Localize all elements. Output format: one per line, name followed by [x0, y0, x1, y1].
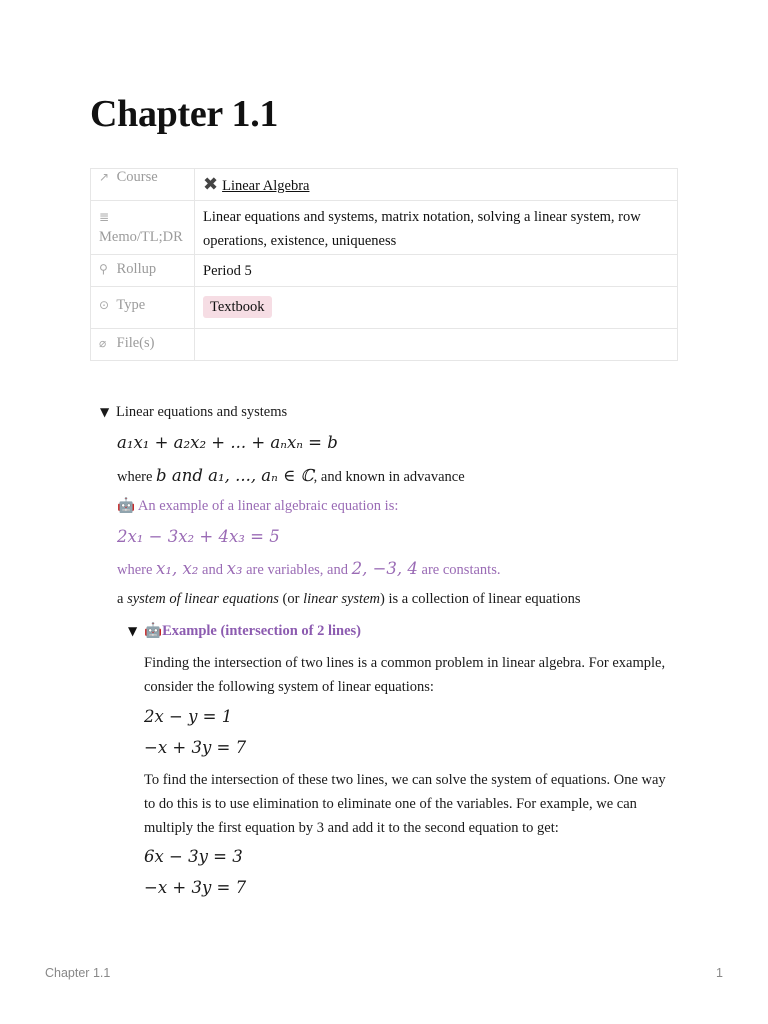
paperclip-icon: ⌀ [99, 336, 107, 350]
robot-icon: 🤖 [117, 498, 136, 514]
ai-example-intro: 🤖 An example of a linear algebraic equation is: [117, 498, 399, 514]
where-line: where b and a₁, ..., aₙ ∈ ℂ, and known in advavance [117, 466, 465, 485]
property-value [195, 169, 678, 201]
paragraph-elimination: To find the intersection of these two lines, we can solve the system of equations. One way to do this is to use elimination to eliminate one of the variables. For example, we can multiply the first equation by 3 and add it to the second equation to get: [144, 772, 666, 836]
properties-table [90, 168, 678, 361]
toggle-triangle-icon[interactable]: ▼ [128, 624, 138, 638]
equation-example: 2x₁ − 3x₂ + 4x₃ = 5 [117, 527, 280, 546]
variables-line: where x₁, x₂ and x₃ are variables, and 2, −3, 4 are constants. [117, 559, 501, 578]
toggle-example-intersection[interactable]: ▼ 🤖Example (intersection of 2 lines) [128, 623, 362, 639]
cross-icon: ✖ [203, 174, 219, 195]
robot-icon: 🤖 [144, 623, 163, 639]
search-icon: ⚲ [99, 262, 108, 276]
select-circle-icon: ⊙ [99, 298, 110, 312]
property-value[interactable]: Linear equations and systems, matrix notation, solving a linear system, row operations, existence, uniqueness [195, 201, 678, 255]
text-lines-icon: ≣ [99, 210, 110, 224]
property-key: ↗ Course [91, 169, 195, 201]
toggle-linear-equations[interactable]: ▼ Linear equations and systems [100, 404, 288, 420]
property-row-memo [91, 201, 678, 255]
property-row-course [91, 169, 678, 201]
toggle-triangle-icon[interactable]: ▼ [100, 405, 110, 419]
relation-arrow-icon: ↗ [99, 170, 110, 184]
equation-system-1: 2x − y = 1 [144, 707, 233, 726]
property-value[interactable] [195, 287, 678, 329]
property-value: Period 5 [195, 255, 678, 287]
footer-page-number: 1 [716, 966, 723, 980]
property-row-files [91, 329, 678, 361]
property-key: ≣ Memo/TL;DR [91, 201, 195, 255]
property-key: ⊙ Type [91, 287, 195, 329]
property-key: ⚲ Rollup [91, 255, 195, 287]
equation-system-4: −x + 3y = 7 [144, 878, 247, 897]
equation-general: a₁x₁ + a₂x₂ + ... + aₙxₙ = b [117, 433, 338, 452]
property-row-type [91, 287, 678, 329]
paragraph-intro: Finding the intersection of two lines is a common problem in linear algebra. For example, consider the following system of linear equations: [144, 655, 666, 695]
page-title: Chapter 1.1 [90, 93, 279, 135]
equation-system-2: −x + 3y = 7 [144, 738, 247, 757]
system-definition: a system of linear equations (or linear system) is a collection of linear equations [117, 591, 581, 607]
property-value[interactable] [195, 329, 678, 361]
type-tag[interactable]: Textbook [203, 296, 272, 318]
equation-system-3: 6x − 3y = 3 [144, 847, 243, 866]
course-link[interactable]: Linear Algebra [222, 178, 310, 194]
footer-title: Chapter 1.1 [45, 966, 111, 980]
property-row-rollup [91, 255, 678, 287]
property-key: ⌀ File(s) [91, 329, 195, 361]
